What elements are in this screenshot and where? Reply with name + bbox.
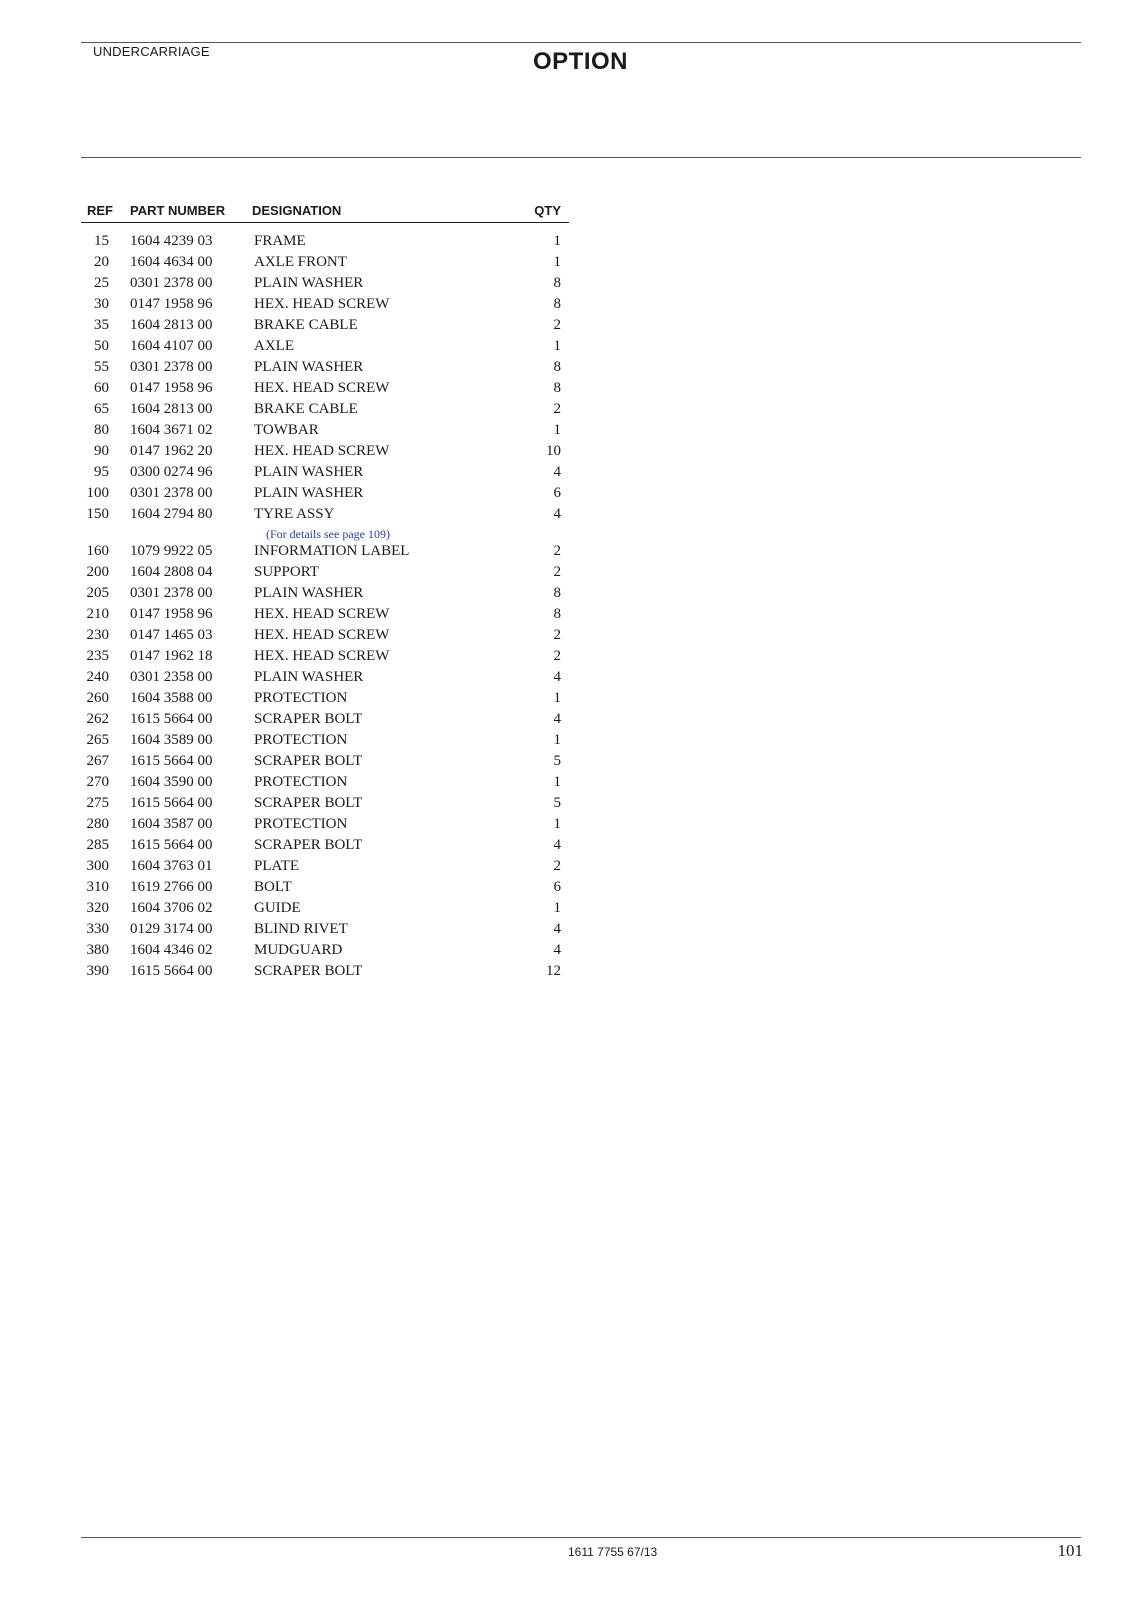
designation-cell: PLAIN WASHER [254, 464, 364, 480]
ref-cell: 15 [94, 233, 109, 249]
qty-cell: 8 [553, 359, 561, 375]
part-number-cell: 1604 4634 00 [130, 254, 213, 270]
part-number-cell: 0301 2358 00 [130, 669, 213, 685]
designation-cell: SCRAPER BOLT [254, 753, 363, 769]
ref-cell: 50 [94, 338, 109, 354]
designation-cell: HEX. HEAD SCREW [254, 443, 390, 459]
table-row [81, 774, 569, 795]
designation-cell: HEX. HEAD SCREW [254, 606, 390, 622]
table-row [81, 543, 569, 564]
designation-cell: SCRAPER BOLT [254, 795, 363, 811]
table-row [81, 254, 569, 275]
document-number: 1611 7755 67/13 [568, 1545, 658, 1559]
table-body [81, 223, 569, 984]
qty-cell: 1 [553, 254, 561, 270]
ref-cell: 390 [86, 963, 109, 979]
qty-cell: 1 [553, 233, 561, 249]
designation-cell: HEX. HEAD SCREW [254, 627, 390, 643]
qty-cell: 1 [553, 774, 561, 790]
table-row [81, 942, 569, 963]
ref-cell: 310 [86, 879, 109, 895]
part-number-cell: 0147 1958 96 [130, 606, 213, 622]
part-number-cell: 1615 5664 00 [130, 753, 213, 769]
designation-cell: HEX. HEAD SCREW [254, 296, 390, 312]
ref-cell: 60 [94, 380, 109, 396]
qty-cell: 8 [553, 380, 561, 396]
part-number-cell: 1604 4107 00 [130, 338, 213, 354]
designation-cell: INFORMATION LABEL [254, 543, 410, 559]
designation-cell: PROTECTION [254, 774, 348, 790]
designation-cell: FRAME [254, 233, 306, 249]
designation-cell: BLIND RIVET [254, 921, 348, 937]
ref-cell: 265 [86, 732, 109, 748]
table-row [81, 233, 569, 254]
qty-cell: 1 [553, 338, 561, 354]
part-number-cell: 0301 2378 00 [130, 359, 213, 375]
table-row [81, 485, 569, 506]
part-number-cell: 1604 3587 00 [130, 816, 213, 832]
page-title: OPTION [533, 48, 629, 75]
qty-cell: 1 [553, 732, 561, 748]
ref-cell: 235 [86, 648, 109, 664]
ref-cell: 200 [86, 564, 109, 580]
table-row [81, 506, 569, 527]
designation-cell: PLAIN WASHER [254, 359, 364, 375]
table-row [81, 921, 569, 942]
part-number-cell: 1079 9922 05 [130, 543, 213, 559]
ref-cell: 320 [86, 900, 109, 916]
part-number-cell: 0147 1465 03 [130, 627, 213, 643]
designation-cell: SCRAPER BOLT [254, 963, 363, 979]
designation-cell: BOLT [254, 879, 292, 895]
table-row [81, 879, 569, 900]
designation-cell: PLAIN WASHER [254, 669, 364, 685]
ref-cell: 230 [86, 627, 109, 643]
part-number-cell: 0147 1958 96 [130, 296, 213, 312]
ref-cell: 380 [86, 942, 109, 958]
part-number-cell: 1615 5664 00 [130, 711, 213, 727]
row-note [81, 527, 569, 543]
part-number-cell: 1604 3763 01 [130, 858, 213, 874]
ref-cell: 30 [94, 296, 109, 312]
ref-cell: 330 [86, 921, 109, 937]
designation-cell: BRAKE CABLE [254, 317, 358, 333]
qty-cell: 8 [553, 296, 561, 312]
table-row [81, 858, 569, 879]
part-number-cell: 1604 2808 04 [130, 564, 213, 580]
ref-cell: 160 [86, 543, 109, 559]
ref-column-header: REF [87, 203, 113, 218]
table-row [81, 627, 569, 648]
qty-cell: 2 [553, 543, 561, 559]
ref-cell: 285 [86, 837, 109, 853]
table-row [81, 900, 569, 921]
part-number-cell: 0147 1958 96 [130, 380, 213, 396]
part-number-cell: 1619 2766 00 [130, 879, 213, 895]
header-top-rule [81, 42, 1081, 43]
ref-cell: 240 [86, 669, 109, 685]
part-number-cell: 1604 3706 02 [130, 900, 213, 916]
designation-cell: PROTECTION [254, 732, 348, 748]
ref-cell: 260 [86, 690, 109, 706]
table-row [81, 690, 569, 711]
qty-cell: 2 [553, 564, 561, 580]
designation-cell: PROTECTION [254, 690, 348, 706]
part-number-cell: 0147 1962 18 [130, 648, 213, 664]
table-row [81, 380, 569, 401]
table-row [81, 464, 569, 485]
part-number-cell: 1615 5664 00 [130, 837, 213, 853]
designation-cell: SCRAPER BOLT [254, 711, 363, 727]
qty-cell: 2 [553, 401, 561, 417]
table-row [81, 963, 569, 984]
designation-cell: TOWBAR [254, 422, 319, 438]
designation-cell: HEX. HEAD SCREW [254, 380, 390, 396]
table-row [81, 753, 569, 774]
part-number-cell: 1604 4346 02 [130, 942, 213, 958]
qty-cell: 6 [553, 879, 561, 895]
qty-cell: 2 [553, 317, 561, 333]
designation-cell: PROTECTION [254, 816, 348, 832]
designation-cell: GUIDE [254, 900, 301, 916]
ref-cell: 95 [94, 464, 109, 480]
designation-cell: PLAIN WASHER [254, 485, 364, 501]
qty-cell: 6 [553, 485, 561, 501]
ref-cell: 262 [86, 711, 109, 727]
qty-cell: 4 [553, 669, 561, 685]
header-bottom-rule [81, 157, 1081, 158]
page-number: 101 [1057, 1541, 1083, 1560]
table-row [81, 837, 569, 858]
ref-cell: 275 [86, 795, 109, 811]
section-label: UNDERCARRIAGE [93, 44, 210, 59]
ref-cell: 300 [86, 858, 109, 874]
table-row [81, 338, 569, 359]
part-number-cell: 1615 5664 00 [130, 963, 213, 979]
designation-cell: MUDGUARD [254, 942, 343, 958]
part-number-cell: 1604 3671 02 [130, 422, 213, 438]
table-row [81, 669, 569, 690]
part-number-cell: 0300 0274 96 [130, 464, 213, 480]
designation-cell: SUPPORT [254, 564, 319, 580]
footer-rule [81, 1537, 1081, 1538]
ref-cell: 80 [94, 422, 109, 438]
part-number-cell: 0147 1962 20 [130, 443, 213, 459]
part-number-cell: 1604 3588 00 [130, 690, 213, 706]
table-row [81, 648, 569, 669]
part-number-cell: 1604 4239 03 [130, 233, 213, 249]
part-number-cell: 0301 2378 00 [130, 585, 213, 601]
ref-cell: 25 [94, 275, 109, 291]
table-row [81, 443, 569, 464]
ref-cell: 20 [94, 254, 109, 270]
designation-column-header: DESIGNATION [252, 203, 342, 218]
ref-cell: 90 [94, 443, 109, 459]
qty-cell: 1 [553, 816, 561, 832]
table-row [81, 732, 569, 753]
table-row [81, 795, 569, 816]
designation-cell: BRAKE CABLE [254, 401, 358, 417]
table-row [81, 359, 569, 380]
qty-cell: 8 [553, 606, 561, 622]
qty-cell: 4 [553, 711, 561, 727]
ref-cell: 65 [94, 401, 109, 417]
qty-cell: 8 [553, 585, 561, 601]
table-row [81, 422, 569, 443]
part-number-column-header: PART NUMBER [130, 203, 226, 218]
part-number-cell: 1604 2794 80 [130, 506, 213, 522]
ref-cell: 55 [94, 359, 109, 375]
part-number-cell: 1604 2813 00 [130, 401, 213, 417]
qty-cell: 10 [546, 443, 561, 459]
designation-cell: SCRAPER BOLT [254, 837, 363, 853]
row-note-text: (For details see page 109) [266, 527, 390, 541]
ref-cell: 35 [94, 317, 109, 333]
designation-cell: TYRE ASSY [254, 506, 335, 522]
part-number-cell: 0301 2378 00 [130, 485, 213, 501]
qty-column-header: QTY [534, 203, 561, 218]
table-row [81, 317, 569, 338]
designation-cell: AXLE FRONT [254, 254, 347, 270]
qty-cell: 12 [546, 963, 561, 979]
ref-cell: 100 [86, 485, 109, 501]
qty-cell: 4 [553, 942, 561, 958]
qty-cell: 1 [553, 900, 561, 916]
table-row [81, 711, 569, 732]
qty-cell: 4 [553, 921, 561, 937]
ref-cell: 280 [86, 816, 109, 832]
part-number-cell: 0129 3174 00 [130, 921, 213, 937]
part-number-cell: 1604 3589 00 [130, 732, 213, 748]
ref-cell: 267 [86, 753, 109, 769]
designation-cell: PLAIN WASHER [254, 585, 364, 601]
qty-cell: 4 [553, 464, 561, 480]
table-row [81, 296, 569, 317]
qty-cell: 8 [553, 275, 561, 291]
qty-cell: 5 [553, 795, 561, 811]
qty-cell: 4 [553, 837, 561, 853]
parts-table [81, 200, 569, 984]
designation-cell: AXLE [254, 338, 294, 354]
designation-cell: PLATE [254, 858, 299, 874]
qty-cell: 5 [553, 753, 561, 769]
ref-cell: 150 [86, 506, 109, 522]
part-number-cell: 1604 3590 00 [130, 774, 213, 790]
designation-cell: HEX. HEAD SCREW [254, 648, 390, 664]
ref-cell: 210 [86, 606, 109, 622]
part-number-cell: 1604 2813 00 [130, 317, 213, 333]
qty-cell: 1 [553, 690, 561, 706]
part-number-cell: 1615 5664 00 [130, 795, 213, 811]
table-row [81, 401, 569, 422]
qty-cell: 2 [553, 858, 561, 874]
qty-cell: 1 [553, 422, 561, 438]
table-row [81, 564, 569, 585]
qty-cell: 2 [553, 648, 561, 664]
table-row [81, 585, 569, 606]
table-row [81, 816, 569, 837]
qty-cell: 2 [553, 627, 561, 643]
designation-cell: PLAIN WASHER [254, 275, 364, 291]
part-number-cell: 0301 2378 00 [130, 275, 213, 291]
table-row [81, 606, 569, 627]
ref-cell: 205 [86, 585, 109, 601]
qty-cell: 4 [553, 506, 561, 522]
table-row [81, 275, 569, 296]
table-header [81, 200, 569, 223]
ref-cell: 270 [86, 774, 109, 790]
